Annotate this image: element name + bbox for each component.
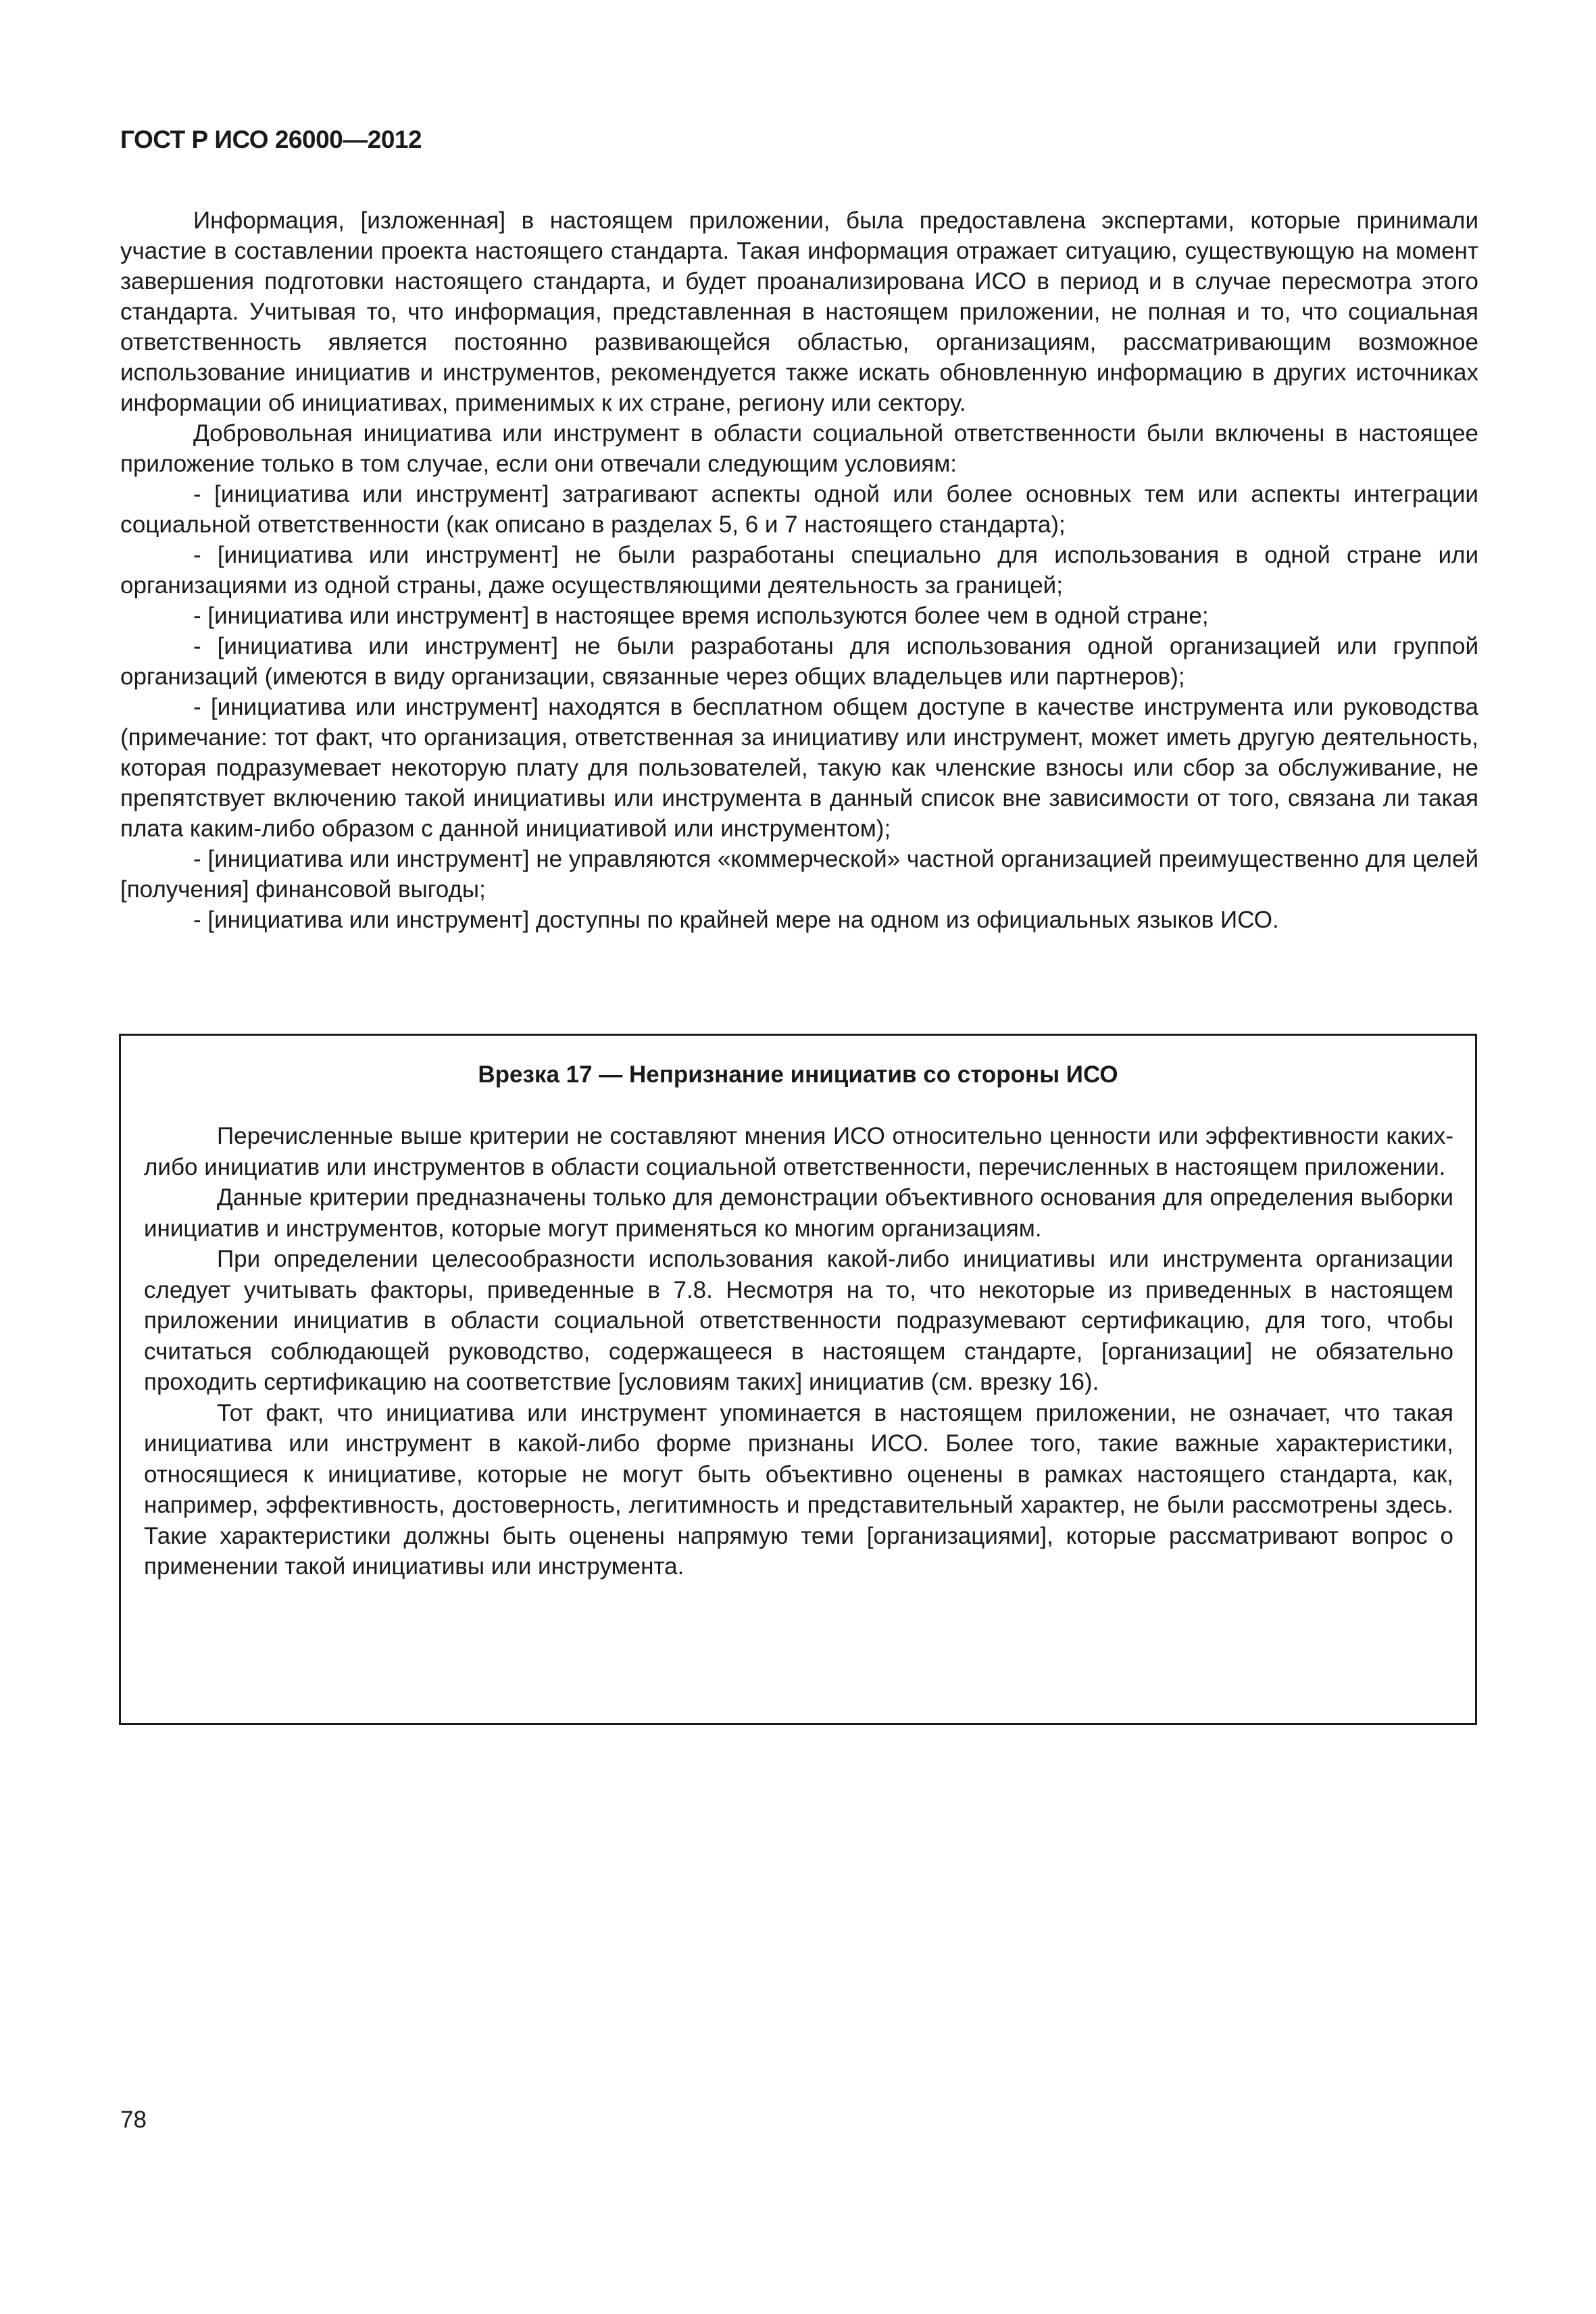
body-paragraph: Информация, [изложенная] в настоящем приложении, была предоставлена экспертами, которые принимали участие в составлении проекта настоящего стандарта. Такая информация отражает ситуацию, существующую на момент завершения подготовки настоящего стандарта, и будет проанализирована ИСО в период и в случае пересмотра этого стандарта. Учитывая то, что информация, представленная в настоящем приложении, не полная и то, что социальная ответственность является постоянно развивающейся областью, организациям, рассматривающим возможное использование инициатив и инструментов, рекомендуется также искать обновленную информацию в других источниках информации об инициативах, применимых к их стране, региону или сектору. (120, 207, 1478, 416)
document-header: ГОСТ Р ИСО 26000—2012 (120, 126, 422, 153)
body-paragraph: Добровольная инициатива или инструмент в области социальной ответственности были включены в настоящее приложение только в том случае, если они отвечали следующим условиям: (120, 420, 1478, 477)
box-paragraph: Тот факт, что инициатива или инструмент упоминается в настоящем приложении, не означает, что такая инициатива или инструмент в какой-либо форме признаны ИСО. Более того, такие важные характеристики, относящиеся к инициативе, которые не могут быть объективно оценены в рамках настоящего стандарта, как, например, эффективность, достоверность, легитимность и представительный характер, не были рассмотрены здесь. Такие характеристики должны быть оценены напрямую теми [организациями], которые рассматривают вопрос о применении такой инициативы или инструмента. (144, 1399, 1453, 1580)
box-paragraph: Данные критерии предназначены только для демонстрации объективного основания для определения выборки инициатив и инструментов, которые могут применяться ко многим организациям. (144, 1184, 1453, 1242)
body-paragraph: - [инициатива или инструмент] не были разработаны для использования одной организацией или группой организаций (имеются в виду организации, связанные через общих владельцев или партнеров); (120, 633, 1478, 690)
body-paragraph: - [инициатива или инструмент] находятся в бесплатном общем доступе в качестве инструмента или руководства (примечание: тот факт, что организация, ответственная за инициативу или инструмент, может иметь другую деятельность, которая подразумевает некоторую плату для пользователей, такую как членские взносы или сбор за обслуживание, не препятствует включению такой инициативы или инструмента в данный список вне зависимости от того, связана ли такая плата каким-либо образом с данной инициативой или инструментом); (120, 694, 1478, 842)
page-number: 78 (120, 2107, 147, 2133)
body-paragraph: - [инициатива или инструмент] не были разработаны специально для использования в одной стране или организациями из одной страны, даже осуществляющими деятельность за границей; (120, 542, 1478, 599)
sidebar-box-17 (119, 1034, 1477, 1725)
box-text (144, 1121, 1453, 1582)
box-paragraph: Перечисленные выше критерии не составляют мнения ИСО относительно ценности или эффективности каких-либо инициатив или инструментов в области социальной ответственности, перечисленных в настоящем приложении. (144, 1123, 1453, 1180)
body-paragraph: - [инициатива или инструмент] не управляются «коммерческой» частной организацией преимущественно для целей [получения] финансовой выгоды; (120, 846, 1478, 903)
box-paragraph: При определении целесообразности использования какой-либо инициативы или инструмента организации следует учитывать факторы, приведенные в 7.8. Несмотря на то, что некоторые из приведенных в настоящем приложении инициатив в области социальной ответственности подразумевают сертификацию, для того, чтобы считаться соблюдающей руководство, содержащееся в настоящем стандарте, [организации] не обязательно проходить сертификацию на соответствие [условиям таких] инициатив (см. врезку 16). (144, 1246, 1453, 1395)
body-text (120, 205, 1478, 935)
box-title: Врезка 17 — Непризнание инициатив со стороны ИСО (478, 1061, 1118, 1088)
body-paragraph: - [инициатива или инструмент] доступны по крайней мере на одном из официальных языков ИСО. (193, 907, 1279, 933)
body-paragraph: - [инициатива или инструмент] в настоящее время используются более чем в одной стране; (193, 603, 1209, 629)
body-paragraph: - [инициатива или инструмент] затрагивают аспекты одной или более основных тем или аспекты интеграции социальной ответственности (как описано в разделах 5, 6 и 7 настоящего стандарта); (120, 481, 1478, 538)
